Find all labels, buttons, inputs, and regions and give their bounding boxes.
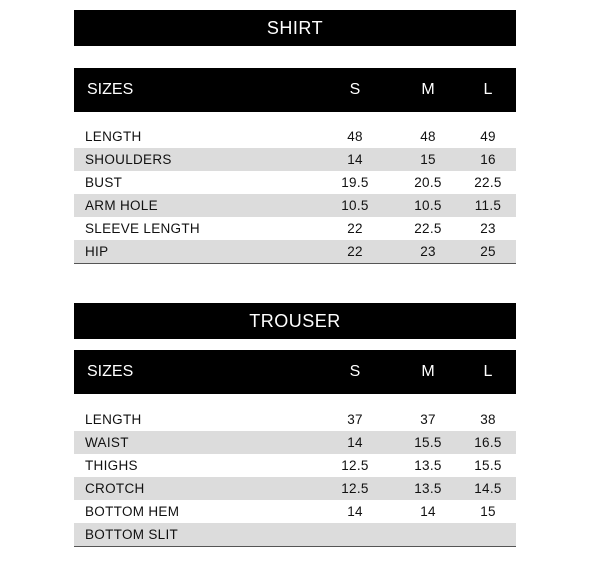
row-label: ARM HOLE: [85, 198, 158, 213]
size-l-value: 23: [480, 221, 496, 236]
table-row: [74, 171, 516, 194]
size-m-value: 15.5: [414, 435, 442, 450]
row-label: WAIST: [85, 435, 129, 450]
table-row: [74, 217, 516, 240]
size-s-value: 14: [347, 435, 363, 450]
size-m-header: M: [421, 81, 435, 98]
size-s-value: 48: [347, 129, 363, 144]
table-row: [74, 523, 516, 546]
row-label: LENGTH: [85, 129, 142, 144]
size-s-value: 10.5: [341, 198, 369, 213]
size-m-value: 37: [420, 412, 436, 427]
table-row: [74, 454, 516, 477]
table-row: [74, 194, 516, 217]
size-l-value: 16.5: [474, 435, 502, 450]
table-row: [74, 431, 516, 454]
size-m-header: M: [421, 363, 435, 380]
row-label: BOTTOM HEM: [85, 504, 180, 519]
size-l-value: 49: [480, 129, 496, 144]
table-row: [74, 148, 516, 171]
size-l-value: 11.5: [474, 198, 502, 213]
size-s-value: 12.5: [341, 458, 369, 473]
size-m-value: 13.5: [414, 458, 442, 473]
shirt-measurements-table: [74, 125, 516, 264]
size-m-value: 22.5: [414, 221, 442, 236]
table-row: [74, 125, 516, 148]
size-m-value: 13.5: [414, 481, 442, 496]
size-s-header: S: [349, 363, 361, 380]
size-m-value: 20.5: [414, 175, 442, 190]
shirt-title: SHIRT: [74, 10, 516, 46]
size-m-value: 23: [420, 244, 436, 259]
trouser-header-row: [74, 350, 516, 394]
size-l-value: 25: [480, 244, 496, 259]
size-l-value: 15: [480, 504, 496, 519]
shirt-size-chart: [74, 10, 516, 259]
size-m-value: 48: [420, 129, 436, 144]
table-row: [74, 240, 516, 263]
trouser-size-chart: [74, 303, 516, 548]
size-l-value: 15.5: [474, 458, 502, 473]
row-label: LENGTH: [85, 412, 142, 427]
size-s-header: S: [349, 81, 361, 98]
table-row: [74, 408, 516, 431]
size-s-value: 22: [347, 244, 363, 259]
table-row: [74, 500, 516, 523]
size-s-value: 22: [347, 221, 363, 236]
row-label: SLEEVE LENGTH: [85, 221, 200, 236]
size-m-value: 10.5: [414, 198, 442, 213]
row-label: BUST: [85, 175, 123, 190]
size-l-value: 16: [480, 152, 496, 167]
size-l-value: 38: [480, 412, 496, 427]
size-l-value: 22.5: [474, 175, 502, 190]
row-label: SHOULDERS: [85, 152, 172, 167]
sizes-header-label: SIZES: [87, 363, 134, 380]
sizes-header-label: SIZES: [87, 81, 134, 98]
row-label: CROTCH: [85, 481, 145, 496]
size-s-value: 14: [347, 152, 363, 167]
trouser-title: TROUSER: [74, 303, 516, 339]
size-m-value: 14: [420, 504, 436, 519]
size-l-header: L: [483, 363, 493, 380]
size-s-value: 19.5: [341, 175, 369, 190]
size-m-value: 15: [420, 152, 436, 167]
trouser-measurements-table: [74, 408, 516, 547]
row-label: BOTTOM SLIT: [85, 527, 179, 542]
size-l-header: L: [483, 81, 493, 98]
table-row: [74, 477, 516, 500]
row-label: HIP: [85, 244, 109, 259]
size-s-value: 12.5: [341, 481, 369, 496]
shirt-header-row: [74, 68, 516, 112]
size-s-value: 14: [347, 504, 363, 519]
row-label: THIGHS: [85, 458, 138, 473]
size-s-value: 37: [347, 412, 363, 427]
size-l-value: 14.5: [474, 481, 502, 496]
